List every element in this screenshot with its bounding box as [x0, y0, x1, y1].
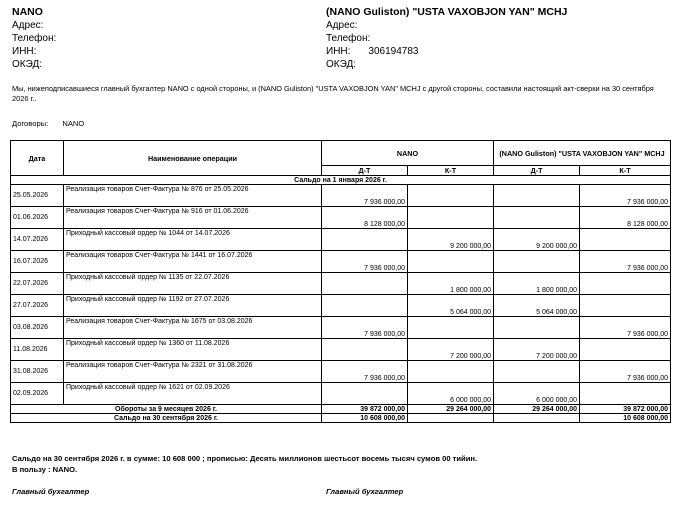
- row-right-debit: 7 200 000,00: [494, 339, 580, 361]
- footer-in-favor-line: В пользу : NANO.: [12, 465, 78, 474]
- closing-balance-label: Сальдо на 30 сентября 2026 г.: [11, 414, 322, 423]
- row-right-credit: [580, 273, 671, 295]
- row-left-credit: 9 200 000,00: [408, 229, 494, 251]
- row-left-debit: 8 128 000,00: [322, 207, 408, 229]
- right-party-block: [326, 6, 676, 71]
- row-left-debit: [322, 229, 408, 251]
- opening-balance-row: Сальдо на 1 января 2026 г.: [11, 176, 671, 185]
- row-date: 03.08.2026: [11, 317, 64, 339]
- turnover-left-debit: 39 872 000,00: [322, 405, 408, 414]
- row-operation: Реализация товаров Счет-Фактура № 916 от 01.06.2026: [64, 207, 322, 229]
- right-party-okzd-label: ОКЭД:: [326, 59, 357, 70]
- row-operation: Приходный кассовый ордер № 1360 от 11.08.2026: [64, 339, 322, 361]
- row-left-credit: [408, 317, 494, 339]
- left-party-phone-label: Телефон:: [12, 33, 57, 44]
- row-date: 14.07.2026: [11, 229, 64, 251]
- row-left-debit: [322, 383, 408, 405]
- row-right-debit: 9 200 000,00: [494, 229, 580, 251]
- right-party-inn-value: 306194783: [368, 46, 419, 57]
- table-row: [11, 361, 671, 383]
- turnover-right-debit: 29 264 000,00: [494, 405, 580, 414]
- row-right-credit: [580, 339, 671, 361]
- row-left-credit: 6 000 000,00: [408, 383, 494, 405]
- left-party-block: [12, 6, 312, 71]
- right-party-address-label: Адрес:: [326, 20, 358, 31]
- table-row: [11, 339, 671, 361]
- row-left-debit: 7 936 000,00: [322, 361, 408, 383]
- row-right-debit: 5 064 000,00: [494, 295, 580, 317]
- row-date: 01.06.2026: [11, 207, 64, 229]
- row-left-debit: [322, 295, 408, 317]
- right-party-inn-row: [326, 45, 676, 58]
- reconciliation-table: [10, 140, 671, 423]
- row-left-credit: 7 200 000,00: [408, 339, 494, 361]
- row-left-debit: 7 936 000,00: [322, 317, 408, 339]
- row-operation: Реализация товаров Счет-Фактура № 1675 от 03.08.2026: [64, 317, 322, 339]
- turnover-label: Обороты за 9 месяцев 2026 г.: [11, 405, 322, 414]
- closing-right-debit: [494, 414, 580, 423]
- table-row: [11, 295, 671, 317]
- row-right-debit: 6 000 000,00: [494, 383, 580, 405]
- left-party-address-label: Адрес:: [12, 20, 44, 31]
- row-left-debit: [322, 273, 408, 295]
- row-right-credit: 7 936 000,00: [580, 361, 671, 383]
- row-right-credit: 7 936 000,00: [580, 251, 671, 273]
- row-left-credit: [408, 361, 494, 383]
- row-left-credit: [408, 207, 494, 229]
- row-left-credit: [408, 185, 494, 207]
- left-party-okzd-label: ОКЭД:: [12, 59, 43, 70]
- row-operation: Приходный кассовый ордер № 1044 от 14.07.2026: [64, 229, 322, 251]
- contracts-value: NANO: [62, 119, 85, 128]
- row-right-credit: [580, 229, 671, 251]
- row-operation: Реализация товаров Счет-Фактура № 2321 от 31.08.2026: [64, 361, 322, 383]
- right-party-title: (NANO Guliston) "USTA VAXOBJON YAN" MCHJ: [326, 6, 568, 18]
- table-row: [11, 317, 671, 339]
- contracts-label: Договоры:: [12, 119, 49, 128]
- table-row: [11, 207, 671, 229]
- header-right-debit: Д-Т: [494, 166, 580, 176]
- contracts-line: [12, 119, 84, 128]
- header-operation: Наименование операции: [64, 141, 322, 176]
- header-left-debit: Д-Т: [322, 166, 408, 176]
- closing-left-debit: 10 608 000,00: [322, 414, 408, 423]
- header-left-credit: К-Т: [408, 166, 494, 176]
- row-date: 02.09.2026: [11, 383, 64, 405]
- row-left-debit: 7 936 000,00: [322, 251, 408, 273]
- header-party-right: (NANO Guliston) "USTA VAXOBJON YAN" MCHJ: [494, 141, 671, 166]
- table-row: [11, 185, 671, 207]
- row-right-credit: [580, 295, 671, 317]
- turnover-left-credit: 29 264 000,00: [408, 405, 494, 414]
- row-operation: Приходный кассовый ордер № 1135 от 22.07.2026: [64, 273, 322, 295]
- row-right-debit: [494, 207, 580, 229]
- footer-balance-line: Сальдо на 30 сентября 2026 г. в сумме: 10 608 000 ; прописью: Десять миллионов шестьсот восемь тысяч сумов 00 тийин.: [12, 454, 478, 463]
- left-party-title: NANO: [12, 6, 43, 18]
- row-right-debit: 1 800 000,00: [494, 273, 580, 295]
- row-operation: Приходный кассовый ордер № 1192 от 27.07.2026: [64, 295, 322, 317]
- row-right-credit: 7 936 000,00: [580, 317, 671, 339]
- row-date: 25.05.2026: [11, 185, 64, 207]
- table-row: [11, 273, 671, 295]
- right-party-inn-label: ИНН:: [326, 46, 351, 57]
- closing-left-credit: [408, 414, 494, 423]
- row-date: 22.07.2026: [11, 273, 64, 295]
- row-left-credit: 1 800 000,00: [408, 273, 494, 295]
- row-left-debit: 7 936 000,00: [322, 185, 408, 207]
- row-operation: Приходный кассовый ордер № 1621 от 02.09.2026: [64, 383, 322, 405]
- footer-summary: [12, 453, 477, 475]
- intro-paragraph: Мы, нижеподписавшиеся главный бухгалтер NANO с одной стороны, и (NANO Guliston) "USTA VAXOBJON YAN" MCHJ с другой стороны, составили настоящий акт-сверки на 30 сентября 2026 г..: [12, 84, 654, 103]
- table-row: [11, 383, 671, 405]
- row-right-credit: 7 936 000,00: [580, 185, 671, 207]
- row-date: 11.08.2026: [11, 339, 64, 361]
- right-party-phone-label: Телефон:: [326, 33, 371, 44]
- row-right-debit: [494, 361, 580, 383]
- row-date: 16.07.2026: [11, 251, 64, 273]
- row-left-credit: 5 064 000,00: [408, 295, 494, 317]
- header-right-credit: К-Т: [580, 166, 671, 176]
- header-date: Дата: [11, 141, 64, 176]
- closing-right-credit: 10 608 000,00: [580, 414, 671, 423]
- turnover-right-credit: 39 872 000,00: [580, 405, 671, 414]
- row-right-debit: [494, 317, 580, 339]
- row-date: 31.08.2026: [11, 361, 64, 383]
- row-right-debit: [494, 185, 580, 207]
- row-right-credit: [580, 383, 671, 405]
- row-left-credit: [408, 251, 494, 273]
- table-row: [11, 229, 671, 251]
- left-party-inn-label: ИНН:: [12, 46, 37, 57]
- row-right-credit: 8 128 000,00: [580, 207, 671, 229]
- signature-left: Главный бухгалтер: [12, 487, 90, 496]
- row-date: 27.07.2026: [11, 295, 64, 317]
- row-right-debit: [494, 251, 580, 273]
- row-left-debit: [322, 339, 408, 361]
- row-operation: Реализация товаров Счет-Фактура № 876 от 25.05.2026: [64, 185, 322, 207]
- row-operation: Реализация товаров Счет-Фактура № 1441 от 16.07.2026: [64, 251, 322, 273]
- header-party-left: NANO: [322, 141, 494, 166]
- signature-right: Главный бухгалтер: [326, 487, 404, 496]
- table-row: [11, 251, 671, 273]
